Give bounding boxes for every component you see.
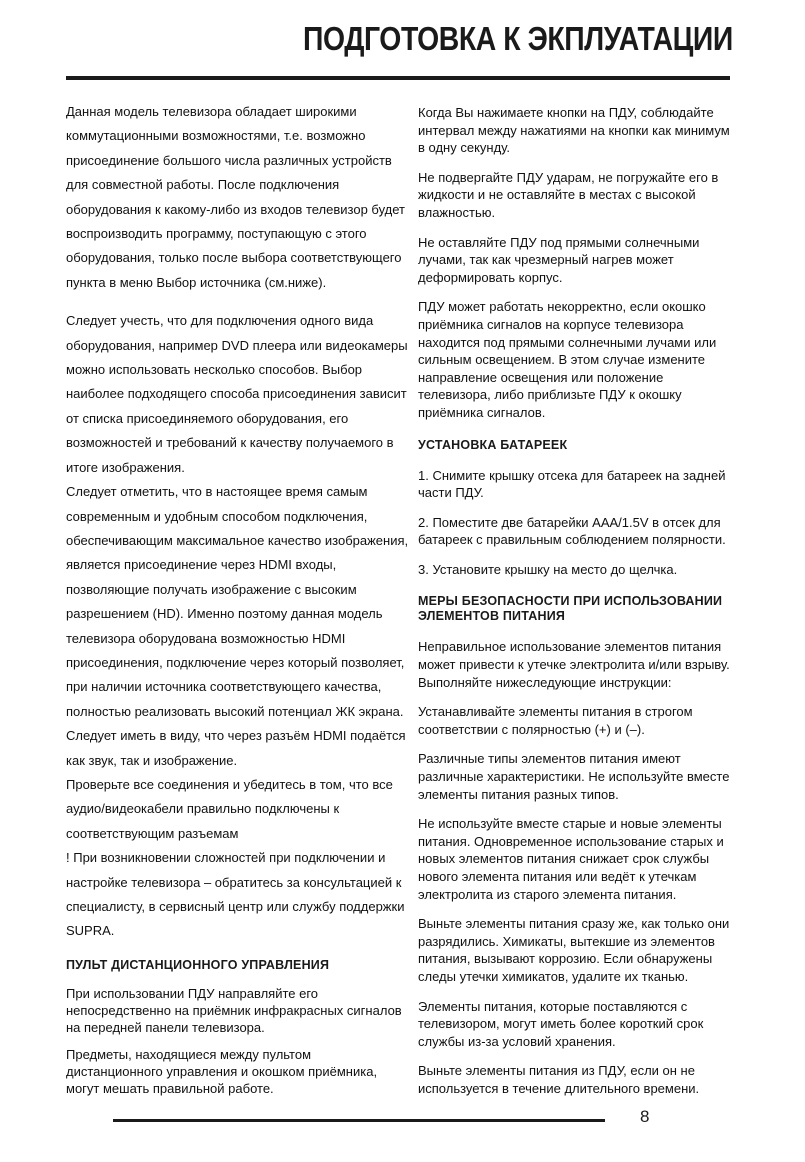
safety-paragraph-5: Выньте элементы питания сразу же, как только они разрядились. Химикаты, вытекшие из элементов питания, вызывают коррозию. Если обнаружены следы утечки химикатов, удалите их тканью. [418,916,730,984]
right-column [418,104,736,1110]
footer-divider [113,1119,605,1122]
safety-paragraph-1: Неправильное использование элементов питания может привести к утечке электролита и/или взрыву. Выполняйте нижеследующие инструкции: [418,639,730,690]
check-connections-paragraph: Проверьте все соединения и убедитесь в том, что все аудио/видеокабели правильно подключены к соответствующим разъемам [66,776,393,841]
battery-step-3: 3. Установите крышку на место до щелчка. [418,561,678,577]
header-divider [66,76,730,80]
remote-paragraph-3: Когда Вы нажимаете кнопки на ПДУ, соблюдайте интервал между нажатиями на кнопки как минимум в одну секунду. [418,105,730,156]
remote-control-heading: ПУЛЬТ ДИСТАНЦИОННОГО УПРАВЛЕНИЯ [66,957,330,972]
battery-heading: УСТАНОВКА БАТАРЕЕК [418,437,568,452]
battery-step-2: 2. Поместите две батарейки AAA/1.5V в отсек для батареек с правильным соблюдением полярности. [418,514,726,548]
safety-paragraph-2: Устанавливайте элементы питания в строгом соответствии с полярностью (+) и (–). [418,704,693,737]
remote-paragraph-2: Предметы, находящиеся между пультом дистанционного управления и окошком приёмника, могут мешать правильной работе. [66,1046,378,1096]
battery-safety-heading: МЕРЫ БЕЗОПАСНОСТИ ПРИ ИСПОЛЬЗОВАНИИ ЭЛЕМЕНТОВ ПИТАНИЯ [418,594,723,624]
remote-paragraph-5: Не оставляйте ПДУ под прямыми солнечными лучами, так как чрезмерный нагрев может деформировать корпус. [418,234,700,285]
battery-step-1: 1. Снимите крышку отсека для батареек на задней части ПДУ. [418,467,726,501]
safety-paragraph-3: Различные типы элементов питания имеют различные характеристики. Не используйте вместе элементы питания разных типов. [418,751,730,802]
hdmi-paragraph: Следует отметить, что в настоящее время самым современным и удобным способом подключения, обеспечивающим максимальное качество изображения, является присоединение через HDMI входы, позволяющие получать изображение с высоким разрешением (HD). Именно поэтому данная модель телевизора оборудована возможностью HDMI присоединения, подключение через который позволяет, при наличии источника соответствующего качества, полностью реализовать высокий потенциал ЖК экрана. Следует иметь в виду, что через разъём HDMI подаётся как звук, так и изображение. [66,484,409,768]
warning-paragraph: ! При возникновении сложностей при подключении и настройке телевизора – обратитесь за консультацией к специалисту, в сервисный центр или службу поддержки SUPRA. [66,850,405,939]
safety-paragraph-7: Выньте элементы питания из ПДУ, если он не используется в течение длительного времени. [418,1063,700,1096]
safety-paragraph-6: Элементы питания, которые поставляются с телевизором, могут иметь более короткий срок службы из-за условий хранения. [418,998,704,1049]
remote-paragraph-4: Не подвергайте ПДУ ударам, не погружайте его в жидкости и не оставляйте в местах с высокой влажностью. [418,169,719,220]
remote-paragraph-1: При использовании ПДУ направляйте его непосредственно на приёмник инфракрасных сигналов на передней панели телевизора. [66,985,402,1035]
page-number: 8 [640,1107,650,1126]
connection-paragraph: Следует учесть, что для подключения одного вида оборудования, например DVD плеера или видеокамеры можно использовать несколько способов. Выбор наиболее подходящего способа присоединения зависит от списка присоединяемого оборудования, его возможностей и требований к качеству получаемого в итоге изображения. [66,313,408,475]
safety-paragraph-4: Не используйте вместе старые и новые элементы питания. Одновременное использование старых и новых элементов питания снижает срок службы нового элемента питания или ведёт к утечкам электролита из старого элемента питания. [418,816,724,902]
page-title: ПОДГОТОВКА К ЭКПЛУАТАЦИИ [303,20,733,57]
remote-paragraph-6: ПДУ может работать некорректно, если окошко приёмника сигналов на корпусе телевизора находится под прямыми солнечными лучами или сильным освещением. В этом случае измените направление освещения или положение телевизора, либо приблизьте ПДУ к окошку приёмника сигналов. [418,299,717,420]
left-column [66,100,411,1097]
intro-paragraph: Данная модель телевизора обладает широкими коммутационными возможностями, т.е. возможно присоединение большого числа различных устройств для совместной работы. После подключения оборудования к какому-либо из входов телевизор будет воспроизводить программу, поступающую с этого оборудования, только после выбора соответствующего пункта в меню Выбор источника (см.ниже). [66,104,405,290]
